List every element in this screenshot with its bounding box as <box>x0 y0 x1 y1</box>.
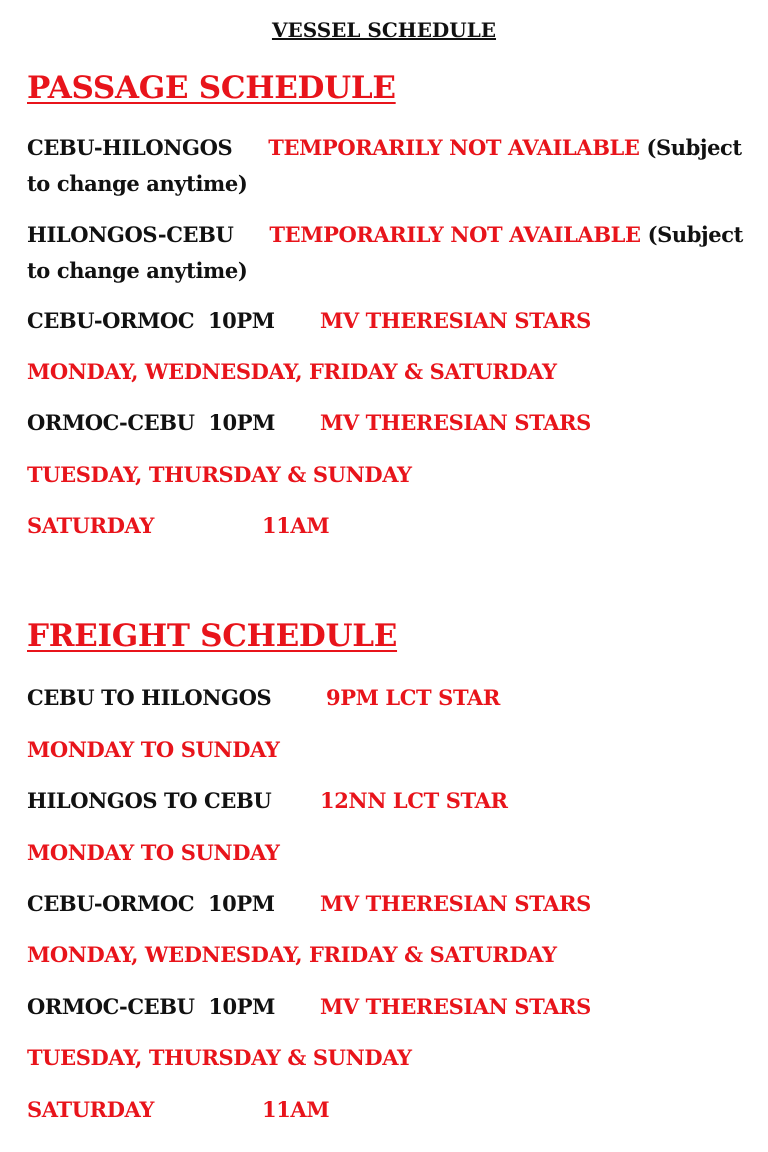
route-vessel: MV THERESIAN STARS <box>320 891 591 916</box>
route-name: CEBU-HILONGOS <box>27 135 233 160</box>
route-name: CEBU-ORMOC 10PM <box>27 891 275 916</box>
route-name: ORMOC-CEBU 10PM <box>27 994 275 1019</box>
page-title: VESSEL SCHEDULE <box>271 18 497 42</box>
route-vessel: 9PM LCT STAR <box>326 685 500 710</box>
freight-heading: FREIGHT SCHEDULE <box>27 618 398 654</box>
freight-route-3-days: MONDAY, WEDNESDAY, FRIDAY & SATURDAY <box>27 942 557 967</box>
route-name: ORMOC-CEBU 10PM <box>27 410 275 435</box>
passage-route-1 <box>27 130 752 202</box>
passage-route-4-days: TUESDAY, THURSDAY & SUNDAY <box>27 462 412 487</box>
freight-route-4-days: TUESDAY, THURSDAY & SUNDAY <box>27 1045 412 1070</box>
passage-route-3-days: MONDAY, WEDNESDAY, FRIDAY & SATURDAY <box>27 359 557 384</box>
passage-route-2 <box>27 217 752 289</box>
freight-route-2-days: MONDAY TO SUNDAY <box>27 840 280 865</box>
route-vessel: MV THERESIAN STARS <box>320 994 591 1019</box>
route-note: (Subject to change anytime) <box>27 222 743 283</box>
route-note: (Subject to change anytime) <box>27 135 742 196</box>
route-status: TEMPORARILY NOT AVAILABLE <box>268 135 640 160</box>
route-vessel: MV THERESIAN STARS <box>320 308 591 333</box>
route-name: HILONGOS TO CEBU <box>27 788 272 813</box>
route-name: CEBU-ORMOC 10PM <box>27 308 275 333</box>
route-name: CEBU TO HILONGOS <box>27 685 272 710</box>
extra-time: 11AM <box>262 513 330 538</box>
route-vessel: 12NN LCT STAR <box>320 788 508 813</box>
passage-heading: PASSAGE SCHEDULE <box>27 70 396 106</box>
extra-day: SATURDAY <box>27 1097 154 1122</box>
route-vessel: MV THERESIAN STARS <box>320 410 591 435</box>
freight-route-1-days: MONDAY TO SUNDAY <box>27 737 280 762</box>
extra-time: 11AM <box>262 1097 330 1122</box>
route-status: TEMPORARILY NOT AVAILABLE <box>269 222 641 247</box>
route-name: HILONGOS-CEBU <box>27 222 234 247</box>
extra-day: SATURDAY <box>27 513 154 538</box>
